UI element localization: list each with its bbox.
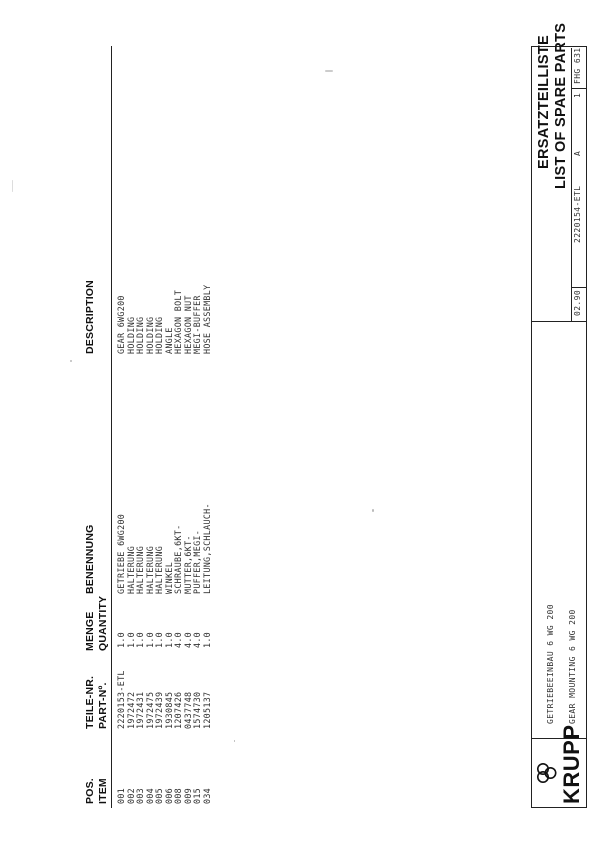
parts-cell-pos: 004: [144, 787, 155, 804]
parts-cell-name-de: SCHRAUBE,6KT-: [173, 524, 184, 594]
date-divider: [571, 287, 587, 288]
parts-cell-name-de: WINKEL: [163, 561, 174, 594]
parts-cell-desc: MEGI-BUFFER: [192, 295, 203, 354]
date-field: 02.90: [573, 289, 582, 316]
parts-cell-pos: 015: [192, 787, 203, 804]
header-item: ITEM: [97, 778, 109, 804]
sheet-number: 1: [573, 92, 582, 98]
header-name-de: BENENNUNG: [84, 524, 96, 594]
parts-cell-desc: HOLDING: [154, 316, 165, 354]
sheet-code: FHG 631: [573, 47, 582, 84]
code-divider: [571, 88, 587, 89]
parts-cell-desc: HEXAGON NUT: [182, 295, 193, 354]
parts-cell-qty: 1.0: [135, 631, 146, 648]
parts-cell-qty: 1.0: [116, 631, 126, 648]
header-qty-de: MENGE: [84, 611, 96, 651]
parts-cell-pos: 006: [163, 787, 174, 804]
name-de-column: [117, 503, 212, 594]
parts-cell-part: 1972439: [154, 691, 165, 729]
parts-cell-part: 2220153-ETL: [116, 670, 126, 729]
parts-cell-desc: HOLDING: [144, 316, 155, 354]
parts-cell-pos: 003: [135, 787, 146, 804]
parts-cell-desc: HOLDING: [135, 316, 146, 354]
parts-cell-qty: 4.0: [192, 631, 203, 648]
parts-cell-part: 1574730: [192, 691, 203, 729]
header-part-de: TEILE-NR.: [84, 675, 96, 729]
parts-cell-name-de: MUTTER,6KT-: [182, 535, 193, 594]
desc-column: [117, 285, 212, 354]
parts-cell-name-de: HALTERUNG: [135, 545, 146, 594]
parts-cell-pos: 034: [201, 787, 212, 804]
parts-cell-name-de: PUFFER,MEGI-: [192, 529, 203, 594]
parts-cell-desc: GEAR 6WG200: [116, 295, 126, 354]
parts-cell-pos: 001: [116, 787, 126, 804]
parts-cell-part: 1207426: [173, 691, 184, 729]
scan-speck: [70, 360, 72, 362]
parts-cell-part: 0437748: [182, 691, 193, 729]
scan-speck: [234, 740, 235, 742]
list-title-de: ERSATZTEILLISTE: [536, 35, 552, 169]
parts-cell-pos: 009: [182, 787, 193, 804]
header-rule: [111, 46, 112, 808]
parts-cell-name-de: LEITUNG,SCHLAUCH-: [201, 503, 212, 594]
parts-cell-part: 1930845: [163, 691, 174, 729]
parts-cell-pos: 005: [154, 787, 165, 804]
parts-cell-part: 1972475: [144, 691, 155, 729]
parts-cell-pos: 008: [173, 787, 184, 804]
parts-cell-pos: 002: [125, 787, 136, 804]
parts-cell-part: 1972472: [125, 691, 136, 729]
logo-cell: [532, 724, 586, 807]
list-title-en: LIST OF SPARE PARTS: [553, 22, 569, 189]
parts-cell-qty: 1.0: [154, 631, 165, 648]
parts-cell-name-de: HALTERUNG: [154, 545, 165, 594]
parts-cell-qty: 1.0: [144, 631, 155, 648]
parts-cell-qty: 4.0: [182, 631, 193, 648]
title-de: GETRIEBEEINBAU 6 WG 200: [546, 604, 555, 724]
pos-column: [117, 788, 212, 804]
header-pos: POS.: [84, 778, 96, 804]
parts-cell-qty: 4.0: [173, 631, 184, 648]
header-part-en: PART-Nº.: [97, 682, 109, 729]
parts-cell-desc: HOSE ASSEMBLY: [201, 284, 212, 354]
header-qty-en: QUANTITY: [97, 595, 109, 651]
krupp-logo-text: KRUPP: [559, 724, 584, 804]
header-description: DESCRIPTION: [84, 280, 96, 354]
scan-speck: [12, 180, 13, 192]
parts-cell-desc: HEXAGON BOLT: [173, 289, 184, 354]
parts-cell-desc: HOLDING: [125, 316, 136, 354]
parts-cell-desc: ANGLE: [163, 327, 174, 354]
doc-number: 2220154-ETL: [573, 185, 582, 243]
krupp-three-rings-icon: [536, 761, 558, 785]
parts-cell-name-de: GETRIEBE 6WG200: [116, 513, 126, 594]
part-column: [117, 670, 212, 729]
qty-column: [117, 632, 212, 648]
title-block: [531, 22, 587, 808]
parts-cell-name-de: HALTERUNG: [144, 545, 155, 594]
parts-cell-part: 1972431: [135, 691, 146, 729]
parts-cell-name-de: HALTERUNG: [125, 545, 136, 594]
title-en: GEAR MOUNTING 6 WG 200: [568, 609, 577, 724]
list-title-cell: [532, 22, 586, 322]
parts-cell-qty: 1.0: [201, 631, 212, 648]
scan-speck: [372, 509, 374, 512]
revision: A: [573, 150, 582, 156]
parts-cell-qty: 1.0: [125, 631, 136, 648]
scan-speck: [325, 70, 333, 72]
parts-cell-part: 1205137: [201, 691, 212, 729]
parts-cell-qty: 1.0: [163, 631, 174, 648]
